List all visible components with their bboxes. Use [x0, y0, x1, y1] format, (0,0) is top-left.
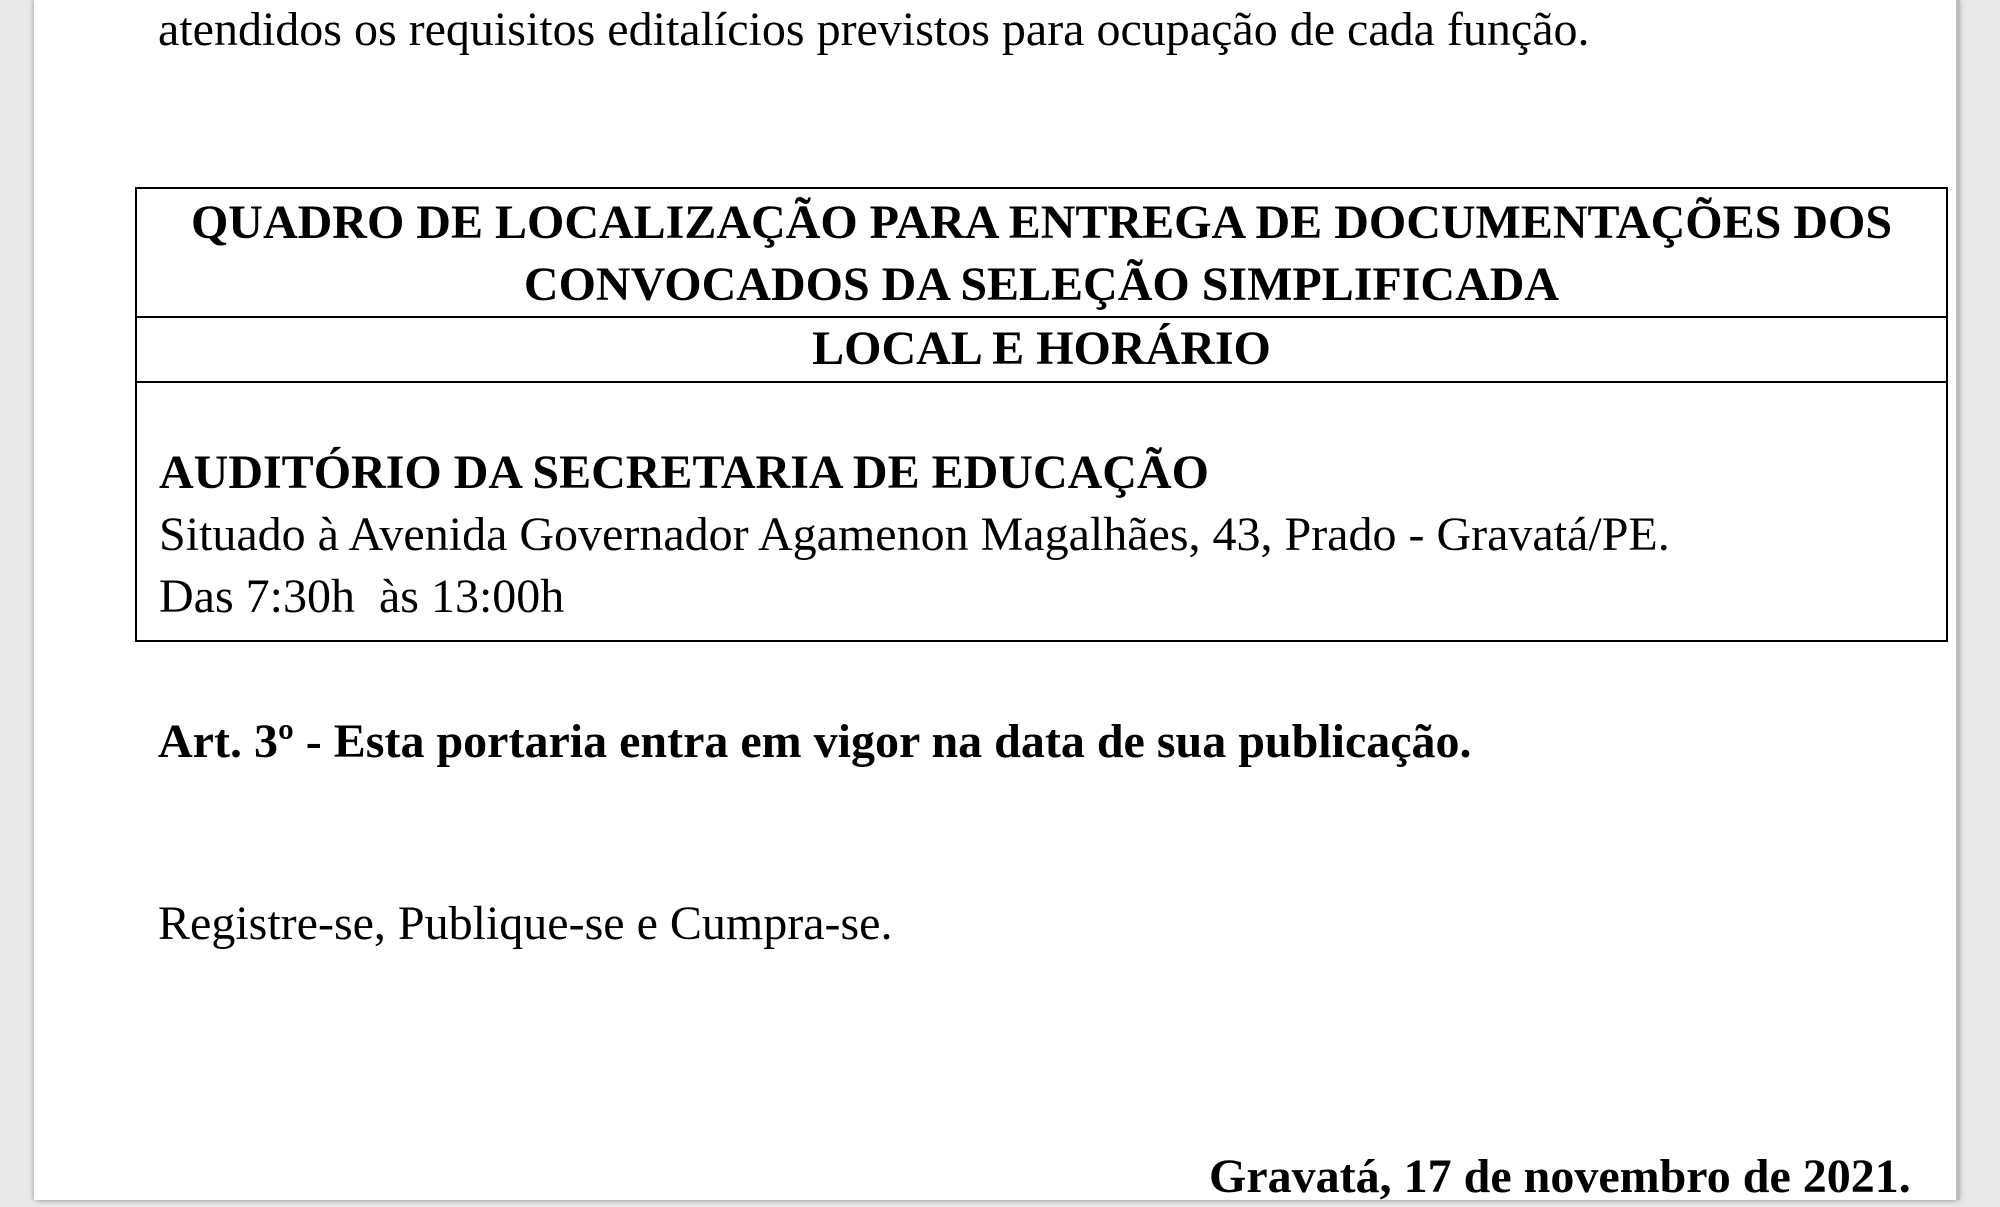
table-title-cell	[137, 189, 1946, 318]
table-title-line-2: CONVOCADOS DA SELEÇÃO SIMPLIFICADA	[523, 258, 1560, 311]
article-paragraph: Art. 3º - Esta portaria entra em vigor na data de sua publicação.	[158, 715, 1472, 768]
page-edge	[1956, 0, 1960, 1200]
table-body-cell	[137, 383, 1946, 640]
intro-paragraph: atendidos os requisitos editalícios previstos para ocupação de cada função.	[158, 3, 1590, 56]
venue-name: AUDITÓRIO DA SECRETARIA DE EDUCAÇÃO	[159, 446, 1209, 499]
document-page	[34, 0, 1956, 1203]
table-subheader: LOCAL E HORÁRIO	[812, 322, 1271, 375]
venue-hours: Das 7:30h às 13:00h	[159, 570, 565, 623]
dateline: Gravatá, 17 de novembro de 2021.	[1209, 1150, 1911, 1203]
table-title-line-1: QUADRO DE LOCALIZAÇÃO PARA ENTREGA DE DOCUMENTAÇÕES DOS	[190, 196, 1893, 249]
closing-paragraph: Registre-se, Publique-se e Cumpra-se.	[158, 897, 893, 950]
venue-address: Situado à Avenida Governador Agamenon Magalhães, 43, Prado - Gravatá/PE.	[159, 508, 1670, 561]
location-table	[135, 187, 1948, 642]
table-subheader-cell	[137, 318, 1946, 383]
